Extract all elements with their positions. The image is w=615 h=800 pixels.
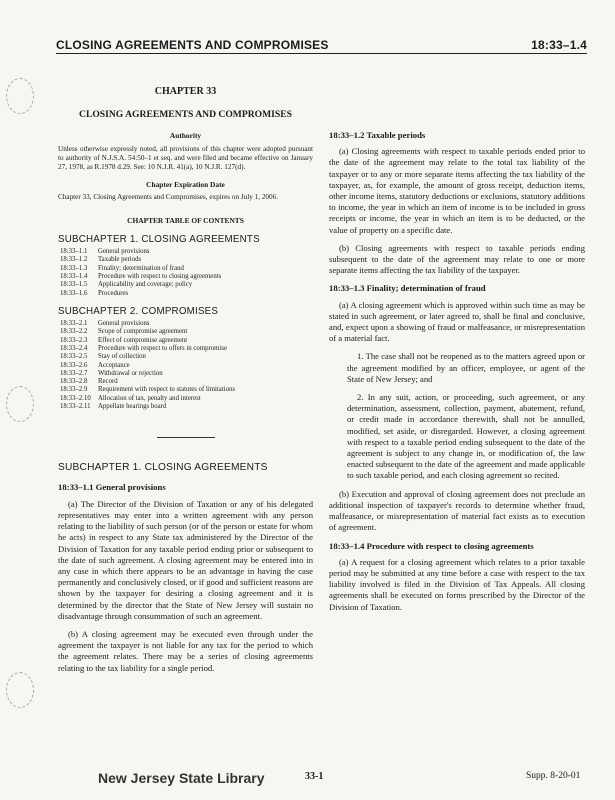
toc-item: 18:33–2.10 Allocation of tax, penalty and interest [60, 394, 201, 402]
punch-hole-top [6, 78, 34, 114]
supplement-date: Supp. 8-20-01 [526, 771, 581, 781]
list-item: 2. In any suit, action, or proceeding, such agreement, or any determination, assessment, collection, payment, abatement, refund, or credit made in accordance therewith, shall not be annulled, modified, set aside, or disregarded. However, a closing agreement with respect to a taxable period ending subsequent to the date of the agreement is subject to any change in, or modification of, the law enacted subsequent to the date of the agreement and made applicable to such taxable period, and each closing agreement so recited. [347, 392, 585, 481]
toc-item: 18:33–2.3 Effect of compromise agreement [60, 336, 188, 344]
header-title: CLOSING AGREEMENTS AND COMPROMISES [56, 38, 329, 52]
toc-item: 18:33–1.3 Finality; determination of fraud [60, 264, 184, 272]
authority-heading: Authority [169, 131, 202, 141]
paragraph: (a) A closing agreement which is approved within such time as may be stated in such agreement, or later agreed to, shall be final and conclusive, and, expect upon a showing of fraud or malfeasance, or misrepresentation of a material fact. [329, 299, 585, 344]
expiration-heading: Chapter Expiration Date [146, 180, 225, 190]
toc-item: 18:33–1.1 General provisions [60, 248, 150, 256]
toc-item: 18:33–2.11 Appellate hearings board [60, 402, 167, 410]
toc-subchapter-1: SUBCHAPTER 1. CLOSING AGREEMENTS [58, 233, 260, 245]
section-heading-1-2: 18:33–1.2 Taxable periods [329, 130, 426, 140]
toc-list-2 [60, 320, 313, 411]
expiration-text: Chapter 33, Closing Agreements and Compromises, expires on July 1, 2006. [58, 193, 278, 202]
subchapter-1-heading: SUBCHAPTER 1. CLOSING AGREEMENTS [58, 462, 268, 474]
paragraph: (a) The Director of the Division of Taxation or any of his delegated representatives may enter into a written agreement with any person relating to the liability of such person (or of the person or estate for whom he acts) in respect to any State tax administered by the Director of the Division of Taxation for any taxable period ending prior or subsequent to the date of such agreement. A closing agreement may be entered into in any case in which there appears to be an advantage in having the case permanently and conclusively closed, or if good and sufficient reasons are shown by the taxpayer for desiring a closing agreement and it is determined by the director that the State of New Jersey will sustain no disadvantage through consummation of such an agreement. [58, 498, 313, 621]
library-stamp: New Jersey State Library [98, 770, 265, 786]
toc-item: 18:33–1.5 Applicability and coverage; policy [60, 281, 193, 289]
toc-subchapter-2: SUBCHAPTER 2. COMPROMISES [58, 305, 219, 317]
section-heading-1-4: 18:33–1.4 Procedure with respect to closing agreements [329, 540, 534, 551]
toc-list-1 [60, 248, 313, 298]
toc-item: 18:33–2.6 Acceptance [60, 361, 130, 369]
running-header [56, 38, 587, 52]
toc-item: 18:33–2.5 Stay of collection [60, 353, 146, 361]
punch-hole-middle [6, 386, 34, 422]
section-heading-1-3: 18:33–1.3 Finality; determination of fraud [329, 283, 486, 294]
header-rule [56, 53, 587, 54]
toc-item: 18:33–1.4 Procedure with respect to closing agreements [60, 272, 222, 280]
chapter-number: CHAPTER 33 [154, 86, 217, 97]
toc-item: 18:33–2.4 Procedure with respect to offers in compromise [60, 344, 227, 352]
paragraph: (b) Execution and approval of closing agreement does not preclude an additional inspection of taxpayer's records to determine whether fraud, malfeasance, or misrepresentation of material fact exists as to execution of agreement. [329, 488, 585, 533]
paragraph: (a) Closing agreements with respect to taxable periods ended prior to the date of the agreement may relate to the total tax liability of the taxpayer or to any or more separate items affecting the tax liability of the taxpayer, as, for example, the amount of gross receipt, deduction items, other income items, statutory deductions or exclusions, statutory additions to income, the year in which an item of income is to be included in gross receipts or income, the year in which an item is to be deducted, or the value of property on a specific date. [329, 146, 585, 235]
section-heading-1-1: 18:33–1.1 General provisions [58, 482, 166, 493]
punch-hole-bottom [6, 672, 34, 708]
authority-text: Unless otherwise expressly noted, all provisions of this chapter were adopted pursuant to authority of N.J.S.A. 54:50–1 et seq. and were filed and became effective on January 27, 1978, as R.1978 d.29. See: 10 N.J.R. 41(a), 10 N.J.R. 127(d). [58, 144, 313, 172]
right-column-continuation [329, 126, 585, 620]
paragraph: (b) A closing agreement may be executed even through under the agreement the taxpayer is not liable for any tax for the period to which the agreement relates. There may be a series of closing agreements relating to the tax liability for a single period. [58, 628, 313, 673]
list-item: 1. The case shall not be reopened as to the matters agreed upon or the agreement modified by an officer, employee, or agent of the State of New Jersey; and [347, 351, 585, 384]
paragraph: (b) Closing agreements with respect to taxable periods ending subsequent to the date of the agreement may relate to one or more separate items affecting the tax liability of the taxpayer. [329, 242, 585, 276]
header-section: 18:33–1.4 [531, 38, 587, 52]
toc-item: 18:33–1.2 Taxable periods [60, 256, 142, 264]
toc-item: 18:33–2.8 Record [60, 378, 118, 386]
toc-item: 18:33–2.9 Requirement with respect to statutes of limitations [60, 386, 236, 394]
toc-heading: CHAPTER TABLE OF CONTENTS [127, 215, 244, 225]
toc-item: 18:33–2.7 Withdrawal or rejection [60, 369, 163, 377]
chapter-title: CLOSING AGREEMENTS AND COMPROMISES [79, 109, 292, 121]
left-column [58, 86, 313, 681]
toc-item: 18:33–1.6 Procedures [60, 289, 129, 297]
paragraph: (a) A request for a closing agreement which relates to a prior taxable period may be submitted at any time before a case with respect to the tax liability involved is filed in the Division of Tax Appeals. All closing agreements shall be executed on forms prescribed by the Director of the Division of Taxation. [329, 556, 585, 612]
toc-item: 18:33–2.1 General provisions [60, 320, 150, 328]
page-number: 33-1 [305, 771, 324, 782]
toc-item: 18:33–2.2 Scope of compromise agreement [60, 328, 188, 336]
section-divider [157, 437, 215, 438]
